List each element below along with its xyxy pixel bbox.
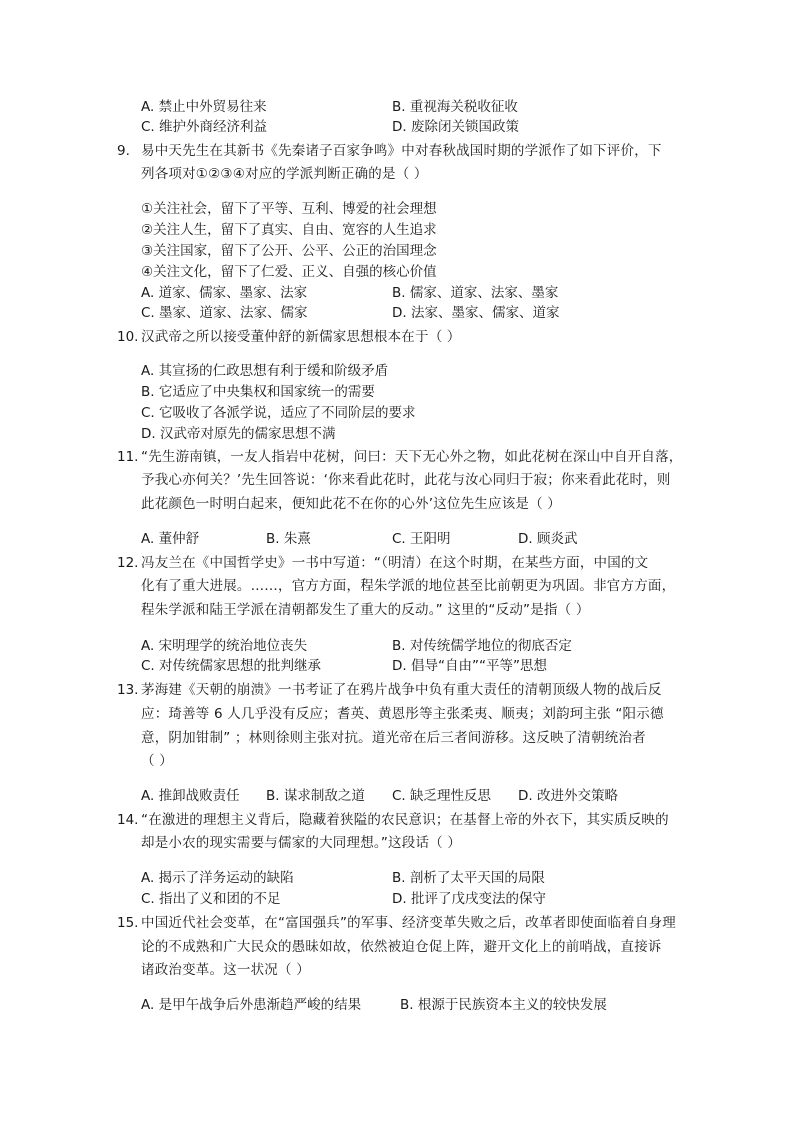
q14-option-c: C. 指出了义和团的不足	[141, 891, 281, 907]
q8-option-a: A. 禁止中外贸易往来	[141, 99, 267, 115]
q11-stem-line-2: 予我心亦何关？’先生回答说：‘你来看此花时，此花与汝心同归于寂；你来看此花时，则	[141, 472, 671, 488]
q14-stem-line-1: “在激进的理想主义背后，隐藏着狭隘的农民意识；在基督上帝的外衣下，其实质反映的	[141, 812, 669, 828]
q11-option-d: D. 顾炎武	[518, 531, 578, 547]
q15-stem-line-1: 中国近代社会变革，在“富国强兵”的军事、经济变革失败之后，改革者即使面临着自身理	[141, 915, 676, 931]
q11-stem-line-3: 此花颜色一时明白起来，便知此花不在你的心外’这位先生应该是（ ）	[141, 496, 561, 512]
q12-stem-line-3: 程朱学派和陆王学派在清朝都发生了重大的反动。” 这里的“反动”是指（ ）	[141, 602, 590, 618]
q14-option-d: D. 批评了戊戌变法的保守	[392, 891, 546, 907]
q13-option-b: B. 谋求制敌之道	[266, 788, 365, 804]
q12-stem-line-2: 化有了重大进展。……，官方方面，程朱学派的地位甚至比前朝更为巩固。非官方方面，	[141, 578, 676, 594]
q8-option-c: C. 维护外商经济利益	[141, 119, 268, 135]
q13-stem-line-3: 意，阴加钳制” ；林则徐则主张对抗。道光帝在后三者间游移。这反映了清朝统治者	[141, 730, 646, 746]
q9-option-a: A. 道家、儒家、墨家、法家	[141, 285, 308, 301]
q9-stem-line-2: 列各项对①②③④对应的学派判断正确的是（ ）	[141, 166, 428, 182]
q9-option-c: C. 墨家、道家、法家、儒家	[141, 305, 308, 321]
q9-option-b: B. 儒家、道家、法家、墨家	[392, 285, 559, 301]
q9-number: 9.	[117, 143, 130, 159]
q11-stem-line-1: “先生游南镇，一友人指岩中花树，问曰：天下无心外之物，如此花树在深山中自开自落，	[141, 449, 683, 465]
q10-option-a: A. 其宣扬的仁政思想有利于缓和阶级矛盾	[141, 363, 389, 379]
q13-option-d: D. 改进外交策略	[518, 788, 618, 804]
q13-option-a: A. 推卸战败责任	[141, 788, 240, 804]
q15-option-b: B. 根源于民族资本主义的较快发展	[400, 997, 607, 1013]
q10-option-b: B. 它适应了中央集权和国家统一的需要	[141, 384, 375, 400]
q14-option-b: B. 剖析了太平天国的局限	[392, 870, 545, 886]
q12-number: 12.	[117, 555, 139, 571]
q11-option-b: B. 朱熹	[266, 531, 311, 547]
q13-option-c: C. 缺乏理性反思	[392, 788, 492, 804]
q12-option-d: D. 倡导“自由”“平等”思想	[392, 658, 547, 674]
q13-stem-line-1: 茅海建《天朝的崩溃》一书考证了在鸦片战争中负有重大责任的清朝顶级人物的战后反	[141, 682, 662, 698]
q14-stem-line-2: 却是小农的现实需要与儒家的大同理想。”这段话（ ）	[141, 835, 462, 851]
q15-number: 15.	[117, 915, 139, 931]
q11-option-c: C. 王阳明	[392, 531, 451, 547]
q10-stem-line-1: 汉武帝之所以接受董仲舒的新儒家思想根本在于（ ）	[141, 329, 461, 345]
q9-item-1: ①关注社会，留下了平等、互利、博爱的社会理想	[141, 201, 437, 217]
q9-stem-line-1: 易中天先生在其新书《先秦诸子百家争鸣》中对春秋战国时期的学派作了如下评价，下	[141, 143, 662, 159]
q12-option-b: B. 对传统儒学地位的彻底否定	[392, 638, 572, 654]
q11-option-a: A. 董仲舒	[141, 531, 200, 547]
q9-item-3: ③关注国家，留下了公开、公平、公正的治国理念	[141, 243, 437, 259]
q11-number: 11.	[117, 449, 139, 465]
q13-stem-line-4: （ ）	[141, 753, 173, 769]
q9-option-d: D. 法家、墨家、儒家、道家	[392, 305, 560, 321]
q13-number: 13.	[117, 682, 139, 698]
q15-stem-line-2: 论的不成熟和广大民众的愚昧如故，依然被迫仓促上阵，避开文化上的前哨战，直接诉	[141, 939, 662, 955]
q14-number: 14.	[117, 812, 139, 828]
q9-item-2: ②关注人生，留下了真实、自由、宽容的人生追求	[141, 222, 437, 238]
q8-option-b: B. 重视海关税收征收	[392, 99, 518, 115]
q13-stem-line-2: 应：琦善等 6 人几乎没有反应；耆英、黄恩彤等主张柔夷、顺夷；刘韵珂主张 “阳示德	[141, 706, 664, 722]
q15-option-a: A. 是甲午战争后外患渐趋严峻的结果	[141, 997, 362, 1013]
q9-item-4: ④关注文化，留下了仁爱、正义、自强的核心价值	[141, 264, 437, 280]
q12-option-a: A. 宋明理学的统治地位丧失	[141, 638, 308, 654]
q10-option-d: D. 汉武帝对原先的儒家思想不满	[141, 426, 336, 442]
q10-option-c: C. 它吸收了各派学说，适应了不同阶层的要求	[141, 405, 416, 421]
q14-option-a: A. 揭示了洋务运动的缺陷	[141, 870, 294, 886]
q10-number: 10.	[117, 329, 139, 345]
q8-option-d: D. 废除闭关锁国政策	[392, 119, 519, 135]
q15-stem-line-3: 诸政治变革。这一状况（ ）	[141, 962, 310, 978]
q12-option-c: C. 对传统儒家思想的批判继承	[141, 658, 322, 674]
q12-stem-line-1: 冯友兰在《中国哲学史》一书中写道：“（明清）在这个时期，在某些方面，中国的文	[141, 555, 649, 571]
